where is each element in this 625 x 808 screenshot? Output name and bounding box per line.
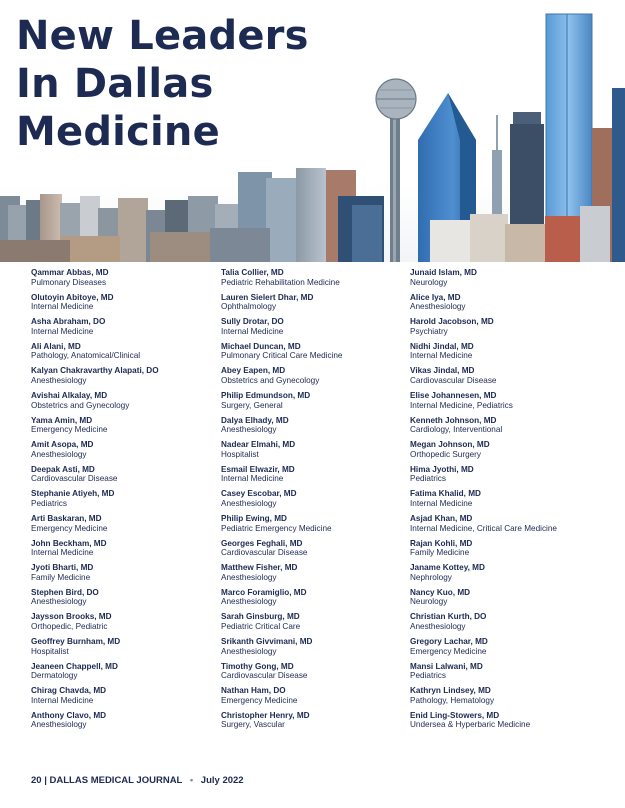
physician-specialty: Emergency Medicine <box>410 646 487 656</box>
physician-entry <box>410 268 610 293</box>
physician-specialty: Pediatric Critical Care <box>221 621 301 631</box>
physician-specialty: Obstetrics and Gynecology <box>221 375 320 385</box>
physician-name: Amit Asopa, MD <box>31 440 94 450</box>
physician-entry <box>31 268 231 293</box>
physician-specialty: Anesthesiology <box>221 425 277 435</box>
physician-entry <box>221 637 421 662</box>
physician-entry <box>410 686 610 711</box>
physician-name: Olutoyin Abitoye, MD <box>31 292 114 302</box>
physician-specialty: Internal Medicine <box>31 302 94 312</box>
physician-name: Anthony Clavo, MD <box>31 710 107 720</box>
physician-specialty: Ophthalmology <box>221 302 277 312</box>
physician-entry <box>221 662 421 687</box>
physician-entry <box>221 268 421 293</box>
physician-entry <box>221 391 421 416</box>
physician-specialty: Neurology <box>410 277 448 287</box>
physician-entry <box>31 637 231 662</box>
physician-name: Srikanth Givvimani, MD <box>221 636 313 646</box>
physician-name: Megan Johnson, MD <box>410 440 490 450</box>
physician-entry <box>31 342 231 367</box>
column-1 <box>31 268 231 735</box>
physician-specialty: Surgery, General <box>221 400 283 410</box>
physician-name: Talia Collier, MD <box>221 268 284 277</box>
physician-name: Avishai Alkalay, MD <box>31 390 108 400</box>
physician-specialty: Pulmonary Diseases <box>31 277 107 287</box>
physician-entry <box>31 686 231 711</box>
physician-name: Marco Foramiglio, MD <box>221 587 307 597</box>
physician-specialty: Internal Medicine <box>221 474 284 484</box>
physician-name: Deepak Asti, MD <box>31 464 95 474</box>
physician-name: Philip Edmundson, MD <box>221 390 311 400</box>
physician-entry <box>221 711 421 736</box>
physician-specialty: Neurology <box>410 597 448 607</box>
physician-entry <box>221 293 421 318</box>
title-line-2: In Dallas <box>16 61 214 107</box>
physician-entry <box>410 711 610 736</box>
column-2 <box>221 268 421 735</box>
physician-specialty: Anesthesiology <box>31 449 87 459</box>
title-line-1: New Leaders <box>16 13 309 59</box>
physician-specialty: Cardiovascular Disease <box>31 474 118 484</box>
physician-specialty: Hospitalist <box>221 449 259 459</box>
physician-specialty: Family Medicine <box>410 548 470 558</box>
physician-name: Chirag Chavda, MD <box>31 686 107 696</box>
physician-name: Philip Ewing, MD <box>221 513 287 523</box>
issue-date: July 2022 <box>200 775 244 786</box>
physician-entry <box>31 317 231 342</box>
physician-name: Enid Ling-Stowers, MD <box>410 710 500 720</box>
physician-name: Rajan Kohli, MD <box>410 538 473 548</box>
physician-specialty: Internal Medicine <box>221 326 284 336</box>
physician-entry <box>410 563 610 588</box>
physician-specialty: Anesthesiology <box>221 597 277 607</box>
physician-entry <box>410 612 610 637</box>
physician-name: Jyoti Bharti, MD <box>31 563 94 573</box>
physician-specialty: Internal Medicine <box>410 351 473 361</box>
physician-specialty: Internal Medicine <box>410 498 473 508</box>
page-title <box>16 12 309 156</box>
physician-entry <box>221 563 421 588</box>
physician-entry <box>410 637 610 662</box>
physician-name: Abey Eapen, MD <box>221 366 286 376</box>
physician-entry <box>31 293 231 318</box>
physician-entry <box>221 539 421 564</box>
physician-specialty: Nephrology <box>410 572 452 582</box>
physician-name: Lauren Sielert Dhar, MD <box>221 292 314 302</box>
physician-specialty: Internal Medicine <box>31 548 94 558</box>
physician-entry <box>31 489 231 514</box>
physician-entry <box>410 293 610 318</box>
physician-specialty: Pediatric Emergency Medicine <box>221 523 332 533</box>
physician-entry <box>221 366 421 391</box>
physician-name: Alice Iya, MD <box>410 292 461 302</box>
physician-entry <box>31 539 231 564</box>
physician-entry <box>410 317 610 342</box>
page-footer <box>31 775 244 786</box>
physician-entry <box>31 588 231 613</box>
physician-name: Nathan Ham, DO <box>221 686 286 696</box>
physician-name: Michael Duncan, MD <box>221 341 301 351</box>
physician-specialty: Pediatrics <box>410 671 446 681</box>
physician-name: Yama Amin, MD <box>31 415 93 425</box>
physician-specialty: Anesthesiology <box>31 597 87 607</box>
physician-name: Geoffrey Burnham, MD <box>31 636 121 646</box>
physician-name: Kenneth Johnson, MD <box>410 415 497 425</box>
edge-tower <box>612 88 625 262</box>
physician-name: Christopher Henry, MD <box>221 710 310 720</box>
physician-entry <box>410 342 610 367</box>
physician-name: Ali Alani, MD <box>31 341 81 351</box>
physician-name: Mansi Lalwani, MD <box>410 661 483 671</box>
physician-specialty: Orthopedic Surgery <box>410 449 481 459</box>
physician-name: Junaid Islam, MD <box>410 268 477 277</box>
physician-entry <box>31 391 231 416</box>
physician-entry <box>221 416 421 441</box>
physician-name: Dalya Elhady, MD <box>221 415 289 425</box>
physician-entry <box>221 612 421 637</box>
physician-specialty: Anesthesiology <box>31 375 87 385</box>
physician-name: Asha Abraham, DO <box>31 317 106 327</box>
physician-specialty: Family Medicine <box>31 572 91 582</box>
physician-entry <box>221 489 421 514</box>
physician-entry <box>31 440 231 465</box>
physician-specialty: Cardiovascular Disease <box>410 375 497 385</box>
column-3 <box>410 268 610 735</box>
physician-specialty: Internal Medicine, Critical Care Medicine <box>410 523 557 533</box>
physician-entry <box>31 514 231 539</box>
physician-entry <box>410 588 610 613</box>
physician-entry <box>410 465 610 490</box>
physician-name: Esmail Elwazir, MD <box>221 464 295 474</box>
physician-specialty: Anesthesiology <box>410 302 466 312</box>
physician-name: Nidhi Jindal, MD <box>410 341 474 351</box>
journal-name: DALLAS MEDICAL JOURNAL <box>49 775 183 786</box>
physician-name: Janame Kottey, MD <box>410 563 485 573</box>
physician-specialty: Cardiovascular Disease <box>221 548 308 558</box>
physician-specialty: Obstetrics and Gynecology <box>31 400 130 410</box>
physician-specialty: Anesthesiology <box>31 720 87 730</box>
physician-entry <box>31 612 231 637</box>
physician-entry <box>31 416 231 441</box>
physician-name: Asjad Khan, MD <box>410 513 473 523</box>
physician-entry <box>31 563 231 588</box>
physician-name: Qammar Abbas, MD <box>31 268 109 277</box>
physician-entry <box>31 662 231 687</box>
physician-specialty: Cardiovascular Disease <box>221 671 308 681</box>
physician-entry <box>31 366 231 391</box>
physician-specialty: Anesthesiology <box>410 621 466 631</box>
physician-specialty: Anesthesiology <box>221 572 277 582</box>
physician-entry <box>410 539 610 564</box>
physician-entry <box>221 686 421 711</box>
physician-specialty: Pulmonary Critical Care Medicine <box>221 351 343 361</box>
physician-name: Nadear Elmahi, MD <box>221 440 296 450</box>
title-line-3: Medicine <box>16 109 220 155</box>
footer-separator: | <box>44 775 47 786</box>
physician-specialty: Pathology, Hematology <box>410 695 495 705</box>
physician-entry <box>410 416 610 441</box>
physician-specialty: Internal Medicine, Pediatrics <box>410 400 513 410</box>
physician-name: Jeaneen Chappell, MD <box>31 661 118 671</box>
physician-entry <box>410 662 610 687</box>
physician-specialty: Internal Medicine <box>31 695 94 705</box>
physician-name: Harold Jacobson, MD <box>410 317 494 327</box>
physician-name: Vikas Jindal, MD <box>410 366 475 376</box>
physician-entry <box>410 391 610 416</box>
physician-specialty: Pediatrics <box>410 474 446 484</box>
physician-name: Timothy Gong, MD <box>221 661 294 671</box>
physician-name: Fatima Khalid, MD <box>410 489 481 499</box>
physician-name: Kalyan Chakravarthy Alapati, DO <box>31 366 159 376</box>
physician-specialty: Dermatology <box>31 671 78 681</box>
physician-specialty: Surgery, Vascular <box>221 720 285 730</box>
physician-specialty: Emergency Medicine <box>221 695 298 705</box>
physician-name: Stephanie Atiyeh, MD <box>31 489 115 499</box>
physician-name: Gregory Lachar, MD <box>410 636 488 646</box>
physician-entry <box>221 588 421 613</box>
physician-name: Christian Kurth, DO <box>410 612 487 622</box>
physician-name: Nancy Kuo, MD <box>410 587 471 597</box>
physician-specialty: Cardiology, Interventional <box>410 425 503 435</box>
physician-entry <box>31 465 231 490</box>
physician-entry <box>221 317 421 342</box>
physician-entry <box>221 465 421 490</box>
physician-entry <box>410 514 610 539</box>
physician-specialty: Psychiatry <box>410 326 448 336</box>
physician-specialty: Emergency Medicine <box>31 523 108 533</box>
physician-name: Kathryn Lindsey, MD <box>410 686 491 696</box>
physician-specialty: Internal Medicine <box>31 326 94 336</box>
physician-specialty: Emergency Medicine <box>31 425 108 435</box>
physician-specialty: Pediatric Rehabilitation Medicine <box>221 277 340 287</box>
physician-specialty: Orthopedic, Pediatric <box>31 621 108 631</box>
physician-specialty: Pathology, Anatomical/Clinical <box>31 351 141 361</box>
physician-specialty: Anesthesiology <box>221 646 277 656</box>
physician-specialty: Undersea & Hyperbaric Medicine <box>410 720 531 730</box>
footer-dot: • <box>189 775 194 786</box>
physician-entry <box>410 489 610 514</box>
physician-name: Sarah Ginsburg, MD <box>221 612 300 622</box>
physician-specialty: Hospitalist <box>31 646 69 656</box>
physician-name: Matthew Fisher, MD <box>221 563 298 573</box>
physician-name: Hima Jyothi, MD <box>410 464 474 474</box>
physician-name: Jaysson Brooks, MD <box>31 612 112 622</box>
physician-name: Georges Feghali, MD <box>221 538 303 548</box>
physician-entry <box>410 366 610 391</box>
physician-entry <box>221 440 421 465</box>
physician-name: Casey Escobar, MD <box>221 489 297 499</box>
physician-entry <box>410 440 610 465</box>
page-number: 20 <box>31 775 42 786</box>
physician-entry <box>31 711 231 736</box>
physician-specialty: Pediatrics <box>31 498 67 508</box>
physician-name: Elise Johannesen, MD <box>410 390 497 400</box>
physician-name: Arti Baskaran, MD <box>31 513 102 523</box>
physician-entry <box>221 514 421 539</box>
physician-entry <box>221 342 421 367</box>
physician-name: John Beckham, MD <box>31 538 107 548</box>
physician-specialty: Anesthesiology <box>221 498 277 508</box>
physician-name: Sully Drotar, DO <box>221 317 284 327</box>
physician-name: Stephen Bird, DO <box>31 587 99 597</box>
